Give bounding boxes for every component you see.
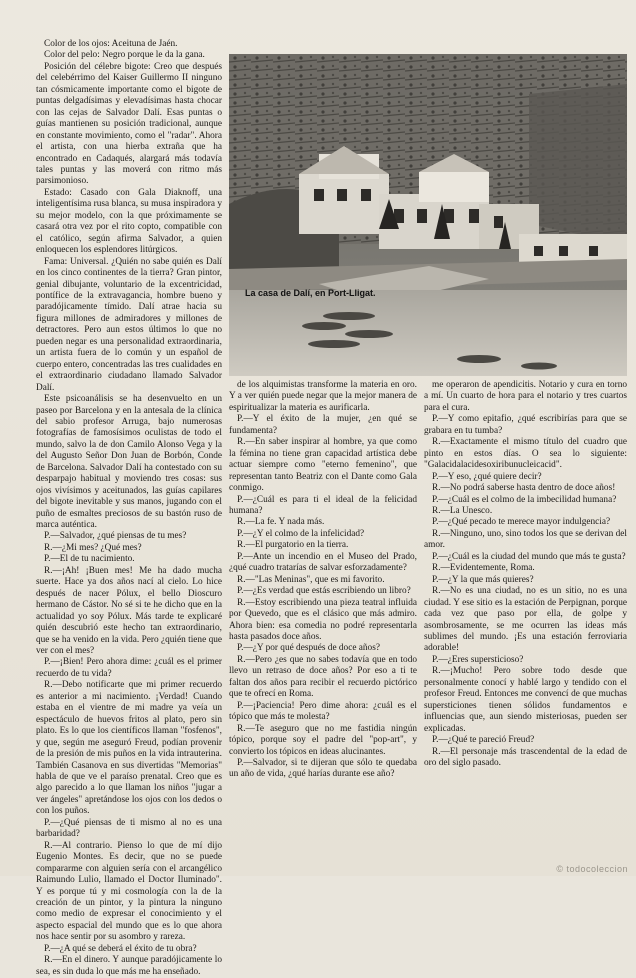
- paragraph: R.—¡Mucho! Pero sobre todo desde que personalmente conocí y hablé largo y tendido con el profesor Freud. Entonces me convencí de que muchas supersticiones tienen sólidos fundamentos e influencias que, aun siendo misteriosas, pueden ser explicadas.: [424, 666, 627, 734]
- paragraph: P.—¿Qué piensas de ti mismo al no es una barbaridad?: [36, 817, 222, 840]
- paragraph: R.—¿Mi mes? ¿Qué mes?: [44, 542, 142, 553]
- paragraph: P.—¡Paciencia! Pero dime ahora: ¿cuál es el tópico que más te molesta?: [229, 700, 417, 723]
- paragraph: P.—¿Cuál es para ti el ideal de la felicidad humana?: [229, 494, 417, 516]
- paragraph: R.—Evidentemente, Roma.: [432, 563, 535, 574]
- paragraph: P.—¡Bien! Pero ahora dime: ¿cuál es el primer recuerdo de tu vida?: [36, 657, 222, 679]
- paragraph: P.—Y el éxito de la mujer, ¿en qué se fundamenta?: [229, 414, 417, 436]
- paragraph: R.—En saber inspirar al hombre, ya que como la fémina no tiene gran capacidad artística debe actuar siempre como "eterno femenino", que representan tanto Beatriz con el Dante como Gala conmigo.: [229, 437, 417, 494]
- paragraph: Posición del célebre bigote: Creo que después del celebérrimo del Kaiser Guillermo II ninguno tan cósmicamente importante como el bigote de puntas delgadísimas y elevadísimas hasta chocar con las cejas de Salvador Dalí. Esas puntas o guías mantienen su posición tradicional, aunque en constante movimiento, como el "radar". Ahora el artista, con una hierba extraña que ha encontrado en Cadaqués, alargará más todavía tales puntas y las moverá con ritmo más parsimonioso.: [36, 61, 222, 187]
- paragraph: R.—No es una ciudad, no es un sitio, no es una ciudad. Y ese sitio es la estación de Perpignan, porque cada vez que paso por ella, de golpe y asombrosamente, se me ocurren las ideas más sublimes del mundo. ¡Es una estación ferroviaria adorable!: [424, 586, 627, 654]
- photo-illustration: [229, 54, 627, 376]
- paragraph: P.—¿Qué te pareció Freud?: [432, 735, 535, 746]
- paragraph: P.—Y como epitafio, ¿qué escribirías para que se grabara en tu tumba?: [424, 414, 627, 436]
- paragraph: P.—¿Qué pecado te merece mayor indulgencia?: [432, 517, 611, 528]
- paragraph: P.—¿Y la que más quieres?: [432, 574, 534, 585]
- paragraph: P.—¿A qué se deberá el éxito de tu obra?: [44, 943, 197, 954]
- paragraph: de los alquimistas transforme la materia en oro. Y a ver quién puede negar que la mejor manera de espiritualizar la materia es aurificarla.: [229, 380, 417, 413]
- text-column-middle: [229, 380, 417, 870]
- paragraph: R.—¡Ah! ¡Buen mes! Me ha dado mucha suerte. Hace ya dos años nací al cielo. Lo hice después de nacer Pólux, el bello Dioscuro hermano de Cástor. No sé si te he dicho que en la actualidad yo soy Pólux. Más tarde te explicaré quién descubrió este hecho tan extraordinario, que se ha venido en la vida. Pero ¿quién tiene que ver con el mes?: [36, 565, 222, 657]
- watermark: © todocoleccion: [556, 864, 628, 874]
- paragraph: P.—¿Y por qué después de doce años?: [237, 643, 380, 654]
- paragraph: Este psicoanálisis se ha desenvuelto en un paseo por Barcelona y en la antesala de la clínica del sabio profesor Arruga, bajo numerosas fotografías de famosísimos oculistas de todo el mundo, salvo la de don Camilo Alonso Vega y la del Augusto Señor Don Juan de Borbón, Conde de Barcelona. Salvador Dalí ha contestado con su desparpajo habitual y moviendo tres cosas: sus ojos vivísimos y aceitunados, las guías capilares del bigote inevitable y sus manos, jugando con el puño de esmaltes preciosos de su bastón ruso de marca auténtica.: [36, 394, 222, 531]
- paragraph: R.—"Las Meninas", que es mi favorito.: [237, 574, 385, 585]
- paragraph: P.—¿Es verdad que estás escribiendo un libro?: [237, 586, 411, 597]
- paragraph: R.—Al contrario. Pienso lo que de mí dijo Eugenio Montes. Es decir, que no se puede compararme con alguien sería con el arcangélico Raimundo Lulio, llamado el Doctor Iluminado". Y es porque tú y mi cosmología con la de la creación de un pintor, y la pintura la ninguno como medio de expresar el conocimiento y el aspecto espacial del mundo que es lo que ahora nos hace sentir por su asombro y rareza.: [36, 840, 222, 943]
- paragraph: R.—La Unesco.: [432, 505, 493, 516]
- paragraph: P.—El de tu nacimiento.: [44, 554, 135, 565]
- paragraph: Estado: Casado con Gala Diaknoff, una inteligentísima rusa blanca, su musa inspiradora y su mejor modelo, con la que próximamente se casará otra vez por el rito copto, compatible con el católico, según afirma Salvador, a quien enloquecen los esplendores litúrgicos.: [36, 187, 222, 256]
- paragraph: P.—¿Y el colmo de la infelicidad?: [237, 528, 365, 539]
- paragraph: R.—La fe. Y nada más.: [237, 517, 325, 528]
- paragraph: R.—Te aseguro que no me fastidia ningún tópico, porque soy el padre del "pop-art", y convierto los tópicos en ideas alucinantes.: [229, 723, 417, 757]
- paragraph: R.—No podrá saberse hasta dentro de doce años!: [432, 483, 616, 494]
- paragraph: Color del pelo: Negro porque le da la gana.: [44, 50, 205, 61]
- paragraph: R.—Ninguno, uno, sino todos los que se derivan del amor.: [424, 528, 627, 551]
- paragraph: R.—Debo notificarte que mi primer recuerdo es anterior a mi nacimiento. ¡Verdad! Cuando estaba en el vientre de mi madre ya veía un espectáculo de huevos fritos al plato, pero sin plato. Es lo que los científicos llaman "fosfenos", y que, según me aseguró Freud, podían provenir de la presión de mis puños en la vida intrauterina. También Casanova en sus divertidas "Memorias" habla de que ve el paraíso prenatal. Creo que es algo parecido a lo que llaman los niños "jugar a ver ángeles" apretándose los ojos con los dedos o con los puños.: [36, 680, 222, 817]
- paragraph: R.—Exactamente el mismo título del cuadro que pinto en estos días. O sea lo siguiente: "Galacidalacidesoxiribunucleicacid".: [424, 437, 627, 471]
- paragraph: R.—Pero ¿es que no sabes todavía que en todo llevo un retraso de doce años? Por eso a ti te faltan dos años para recibir el recuerdo pictórico que te ofrecí en Roma.: [229, 654, 417, 700]
- paragraph: P.—Ante un incendio en el Museo del Prado, ¿qué cuadro tratarías de salvar esforzadamente?: [229, 551, 417, 574]
- paragraph: P.—¿Eres supersticioso?: [432, 654, 524, 665]
- photo-dali-house: [229, 54, 627, 376]
- text-column-left: [36, 39, 222, 977]
- paragraph: Fama: Universal. ¿Quién no sabe quién es Dalí en los cinco continentes de la tierra? Gran pintor, genial dibujante, voluntario de la excentricidad, pontífice de la extravagancia, hombre bueno y paradójicamente tímido. Dalí atrae hacia su figura millones de admiradores y millones de detractores. Pero aun estos últimos lo que no pueden negar es una personalidad extraordinaria, un artista fuera de lo común y un español de cuerpo entero, concentradas las tres cualidades en el extraordinario ciudadano llamado Salvador Dalí.: [36, 256, 222, 393]
- paragraph: P.—¿Cuál es el colmo de la imbecilidad humana?: [432, 494, 617, 505]
- paragraph: R.—El purgatorio en la tierra.: [237, 540, 349, 551]
- paragraph: P.—Salvador, ¿qué piensas de tu mes?: [44, 531, 187, 542]
- photo-caption: La casa de Dalí, en Port-Lligat.: [245, 288, 376, 298]
- paragraph: P.—¿Cuál es la ciudad del mundo que más te gusta?: [432, 551, 626, 562]
- paragraph: me operaron de apendicitis. Notario y cura en torno a mí. Un cuarto de hora para el notario y tres cuartos para el cura.: [424, 380, 627, 413]
- paragraph: R.—El personaje más trascendental de la edad de oro del siglo pasado.: [424, 746, 627, 768]
- paragraph: R.—En el dinero. Y aunque paradójicamente lo sea, es sin duda lo que más me ha enseñado.: [36, 955, 222, 977]
- paragraph: R.—Estoy escribiendo una pieza teatral influida por Quevedo, que es el clásico que más admiro. Ahora bien: esa comedia no podré representarla hasta pasados doce años.: [229, 597, 417, 642]
- text-column-right: [424, 380, 627, 870]
- paragraph: P.—Salvador, si te dijeran que sólo te quedaba un año de vida, ¿qué harías durante ese año?: [229, 757, 417, 780]
- paragraph: Color de los ojos: Aceituna de Jaén.: [44, 39, 178, 49]
- paragraph: P.—Y eso, ¿qué quiere decir?: [432, 471, 542, 482]
